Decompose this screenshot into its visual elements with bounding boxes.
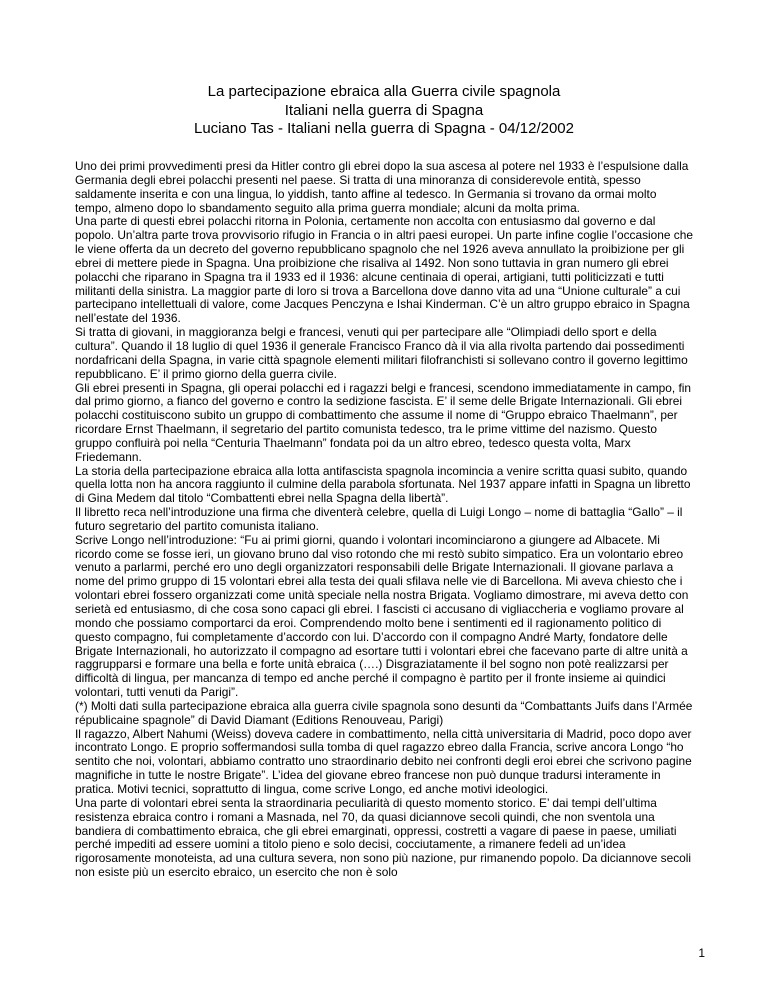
paragraph: Si tratta di giovani, in maggioranza belgi e francesi, venuti qui per partecipare alle “Olimpiadi dello sport e della cultura”. Quando il 18 luglio di quel 1936 il generale Francisco Franco dà il via alla rivolta partendo dai possedimenti nordafricani della Spagna, in varie città spagnole elementi militari filofranchisti si sollevano contro il governo legittimo repubblicano. E’ il primo giorno della guerra civile. bbox=[75, 325, 688, 381]
paragraph: Il libretto reca nell’introduzione una firma che diventerà celebre, quella di Luigi Longo – nome di battaglia “Gallo” – il futuro segretario del partito comunista italiano. bbox=[75, 505, 683, 533]
paragraph: La storia della partecipazione ebraica alla lotta antifascista spagnola incomincia a venire scritta quasi subito, quando quella lotta non ha ancora raggiunto il culmine della parabola sfortunata. Nel 1937 appare infatti in Spagna un libretto di Gina Medem dal titolo “Combattenti ebrei nella Spagna della libertà”. bbox=[75, 463, 691, 506]
paragraph: Gli ebrei presenti in Spagna, gli operai polacchi ed i ragazzi belgi e francesi, scendono immediatamente in campo, fin dal primo giorno, a fianco del governo e contro la sedizione fascista. E’ il seme delle Brigate Internazionali. Gli ebrei polacchi costituiscono subito un gruppo di combattimento che assume il nome di “Gruppo ebraico Thaelmann”, per ricordare Ernst Thaelmann, il segretario del partito comunista tedesco, tra le prime vittime del nazismo. Questo gruppo confluirà poi nella “Centuria Thaelmann” fondata poi da un altro ebreo, tedesco questa volta, Marx Friedemann. bbox=[75, 380, 692, 464]
footnote: (*) Molti dati sulla partecipazione ebraica alla guerra civile spagnola sono desunti da “Combattants Juifs dans l’Armée républicaine spagnole” di David Diamant (Editions Renouveau, Parigi) bbox=[75, 698, 693, 727]
document-body bbox=[75, 160, 695, 880]
document-subtitle: Italiani nella guerra di Spagna bbox=[284, 101, 484, 119]
document-header bbox=[0, 83, 768, 139]
paragraph: Una parte di questi ebrei polacchi ritorna in Polonia, certamente non accolta con entusiasmo dal governo e dal popolo. Un’altra parte trova provvisorio rifugio in Francia o in altri paesi europei. Un parte infine coglie l’occasione che le viene offerta da un decreto del governo repubblicano spagnolo che nel 1926 aveva annullato la proibizione per gli ebrei di mettere piede in Spagna. Una proibizione che risaliva al 1492. Non sono tuttavia in gran numero gli ebrei polacchi che riparano in Spagna tra il 1933 ed il 1936: alcune centinaia di operai, artigiani, tutti politicizzati e tutti militanti della sinistra. La maggior parte di loro si trova a Barcellona dove danno vita ad una “Unione culturale” a cui partecipano intellettuali di valore, come Jacques Penczyna e Ishai Kinderman. C’è un altro gruppo ebraico in Spagna nell’estate del 1936. bbox=[75, 214, 693, 326]
paragraph: Uno dei primi provvedimenti presi da Hitler contro gli ebrei dopo la sua ascesa al potere nel 1933 è l’espulsione dalla Germania degli ebrei polacchi presenti nel paese. Si tratta di una minoranza di considerevole entità, spesso saldamente inserita e con una lingua, lo yiddish, tanto affine al tedesco. In Germania si trovano da ormai molto tempo, almeno dopo lo sbandamento seguito alla prima guerra mondiale; alcuni da molta prima. bbox=[75, 159, 689, 215]
page-number: 1 bbox=[698, 946, 705, 960]
document-title: La partecipazione ebraica alla Guerra civile spagnola bbox=[207, 83, 561, 100]
document-byline: Luciano Tas - Italiani nella guerra di Spagna - 04/12/2002 bbox=[194, 120, 574, 137]
paragraph: Una parte di volontari ebrei senta la straordinaria peculiarità di questo momento storico. E’ dai tempi dell’ultima resistenza ebraica contro i romani a Masnada, nel 70, da quasi diciannove secoli quindi, che non sventola una bandiera di combattimento ebraica, che gli ebrei emarginati, oppressi, costretti a vagare di paese in paese, umiliati perché impediti ad essere uomini a titolo pieno e solo decisi, cocciutamente, a rimanere fedeli ad un’idea rigorosamente monoteista, ad una cultura severa, non sono più nazione, pur rimanendo popolo. Da diciannove secoli non esiste più un esercito ebraico, un esercito che non è solo bbox=[75, 795, 692, 880]
paragraph: Scrive Longo nell’introduzione: “Fu ai primi giorni, quando i volontari incominciarono a giungere ad Albacete. Mi ricordo come se fosse ieri, un giovano bruno dal viso rotondo che mi restò subito simpatico. Era un volontario ebreo venuto a parlarmi, perché ero uno degli organizzatori responsabili delle Brigate Internazionali. Il giovane parlava a nome del primo gruppo di 15 volontari ebrei alla testa dei quali sfilava nelle vie di Barcellona. Mi aveva chiesto che i volontari ebrei fossero organizzati come unità speciale nella nostra Brigata. Vogliamo dimostrare, mi aveva detto con serietà ed entusiasmo, di che cosa sono capaci gli ebrei. I fascisti ci accusano di vigliaccheria e vogliamo provare al mondo che possiamo comportarci da eroi. Comprendendo molto bene i sentimenti ed il ragionamento politico di questo compagno, fui completamente d’accordo con lui. D’accordo con il compagno André Marty, fondatore delle Brigate Internazionali, ho autorizzato il compagno ad esortare tutti i volontari ebrei che facevano parte di altre unità a raggrupparsi e formare una bella e forte unità ebraica (….) Disgraziatamente il bel sogno non potè realizzarsi per difficoltà di lingua, per mancanza di tempo ed anche perché il compagno è partito per il fronte insieme ai quindici volontari, tutti venuti da Parigi”. bbox=[75, 532, 689, 700]
paragraph: Il ragazzo, Albert Nahumi (Weiss) doveva cadere in combattimento, nella città universitaria di Madrid, poco dopo aver incontrato Longo. E proprio soffermandosi sulla tomba di quel ragazzo ebreo dalla Francia, scrive ancora Longo “ho sentito che noi, volontari, abbiamo contratto uno straordinario debito nei confronti degli eroi ebrei che scrivono pagine magnifiche in tutte le nostre Brigate”. L’idea del giovane ebreo francese non può dunque tradursi interamente in pratica. Motivi tecnici, soprattutto di lingua, come scrive Longo, ed anche motivi ideologici. bbox=[75, 726, 692, 796]
